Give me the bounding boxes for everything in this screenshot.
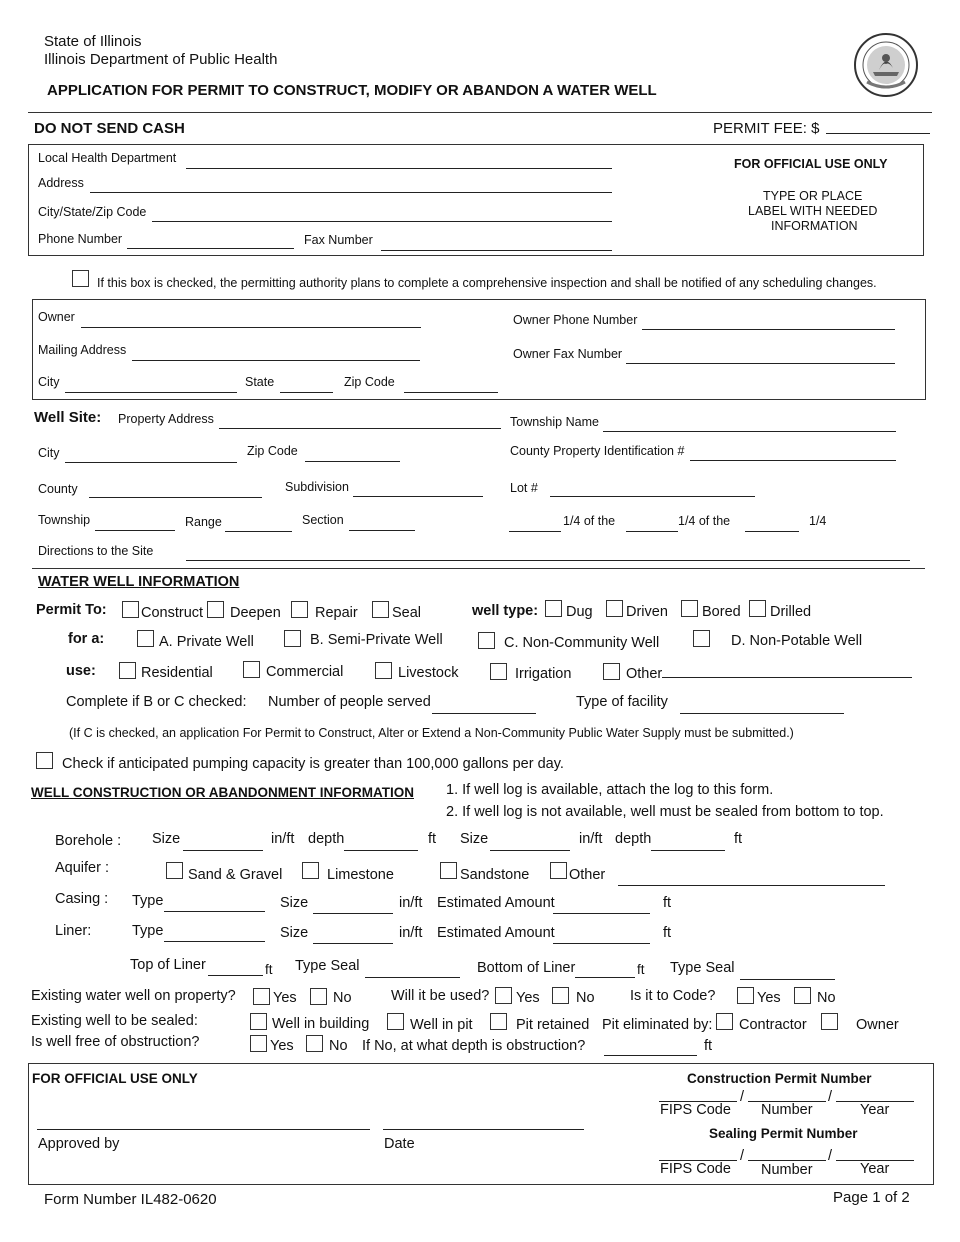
quarter-field-2[interactable] (626, 531, 678, 532)
dug-checkbox[interactable] (545, 600, 562, 617)
liner-type-label: Type (132, 923, 164, 939)
construction-year-label: Year (860, 1102, 890, 1118)
sealing-year-label: Year (860, 1161, 890, 1177)
drilled-checkbox[interactable] (749, 600, 766, 617)
code-no-checkbox[interactable] (794, 987, 811, 1004)
liner-unit: in/ft (399, 925, 423, 941)
subdivision-label: Subdivision (285, 480, 349, 494)
liner-type-field[interactable] (164, 941, 265, 942)
owner-zip-field[interactable] (404, 392, 498, 393)
owner-state-label: State (245, 375, 275, 389)
permit-fee-field[interactable] (826, 133, 930, 134)
lhd-city-label: City/State/Zip Code (38, 205, 147, 219)
owner-section (32, 299, 926, 400)
well-in-pit-label: Well in pit (410, 1017, 473, 1033)
sealing-slash-1: / (740, 1148, 745, 1164)
form-number: Form Number IL482-0620 (44, 1191, 217, 1208)
liner-size-field[interactable] (313, 943, 393, 944)
borehole-depth-label-1: depth (308, 831, 345, 847)
lhd-field[interactable] (186, 168, 612, 169)
borehole-size-field-2[interactable] (490, 850, 570, 851)
existing-no-label: No (333, 990, 352, 1006)
owner-zip-label: Zip Code (344, 375, 395, 389)
use-other-field[interactable] (662, 677, 912, 678)
quarter-label-1: 1/4 of the (563, 514, 616, 528)
existing-on-property-label: Existing water well on property? (31, 988, 236, 1004)
state-seal-logo (853, 32, 919, 98)
lhd-city-field[interactable] (152, 221, 612, 222)
quarter-label-2: 1/4 of the (678, 514, 731, 528)
pumping-capacity-label: Check if anticipated pumping capacity is greater than 100,000 gallons per day. (62, 756, 564, 772)
lot-field[interactable] (550, 496, 755, 497)
irrigation-label: Irrigation (515, 666, 572, 682)
existing-yes-label: Yes (273, 990, 297, 1006)
top-of-liner-label: Top of Liner (130, 957, 206, 973)
pit-eliminated-label: Pit eliminated by: (602, 1017, 713, 1033)
code-no-label: No (817, 990, 836, 1006)
top-type-seal-label: Type Seal (295, 958, 360, 974)
county-label: County (38, 482, 78, 496)
driven-label: Driven (626, 604, 668, 620)
people-served-label: Number of people served (268, 694, 431, 710)
liner-label: Liner: (55, 923, 92, 939)
sealing-slash-2: / (828, 1148, 833, 1164)
drilled-label: Drilled (770, 604, 812, 620)
owner-elim-label: Owner (856, 1017, 899, 1033)
inspection-checkbox[interactable] (72, 270, 89, 287)
deepen-checkbox[interactable] (207, 601, 224, 618)
casing-size-label: Size (280, 895, 309, 911)
owner-fax-field[interactable] (626, 363, 895, 364)
casing-type-label: Type (132, 893, 164, 909)
label-instruction-3: INFORMATION (771, 219, 858, 233)
liner-amount-field[interactable] (553, 943, 650, 944)
existing-no-checkbox[interactable] (310, 988, 327, 1005)
private-well-label: A. Private Well (159, 634, 254, 650)
construct-label: Construct (141, 605, 204, 621)
section-label: Section (302, 513, 344, 527)
residential-label: Residential (141, 665, 213, 681)
lhd-fax-label: Fax Number (304, 233, 373, 247)
construction-permit-heading: Construction Permit Number (687, 1071, 872, 1086)
approved-by-label: Approved by (38, 1136, 120, 1152)
borehole-unit-2: in/ft (579, 831, 603, 847)
lhd-phone-label: Phone Number (38, 232, 123, 246)
site-city-field[interactable] (65, 462, 237, 463)
permit-to-label: Permit To: (36, 602, 107, 618)
state-name: State of Illinois (44, 33, 142, 50)
township-name-field[interactable] (603, 431, 896, 432)
limestone-checkbox[interactable] (302, 862, 319, 879)
commercial-checkbox[interactable] (243, 661, 260, 678)
borehole-depth-field-2[interactable] (651, 850, 725, 851)
well-type-label: well type: (472, 603, 539, 619)
lot-label: Lot # (510, 481, 538, 495)
obstruction-no-checkbox[interactable] (306, 1035, 323, 1052)
owner-phone-field[interactable] (642, 329, 895, 330)
bottom-of-liner-field[interactable] (575, 977, 635, 978)
construction-number-label: Number (761, 1102, 813, 1118)
form-title: APPLICATION FOR PERMIT TO CONSTRUCT, MODIFY OR ABANDON A WATER WELL (47, 82, 657, 99)
quarter-field-3[interactable] (745, 531, 799, 532)
owner-fax-label: Owner Fax Number (513, 347, 623, 361)
pit-retained-checkbox[interactable] (490, 1013, 507, 1030)
pumping-capacity-checkbox[interactable] (36, 752, 53, 769)
used-yes-checkbox[interactable] (495, 987, 512, 1004)
liner-size-label: Size (280, 925, 309, 941)
borehole-size-label-1: Size (152, 831, 181, 847)
borehole-size-field-1[interactable] (183, 850, 263, 851)
owner-field[interactable] (81, 327, 421, 328)
non-community-note: (If C is checked, an application For Permit to Construct, Alter or Extend a Non-Community Public Water Supply must be submitted.) (69, 726, 794, 740)
people-served-field[interactable] (432, 713, 536, 714)
liner-ft: ft (663, 925, 672, 941)
construction-slash-2: / (828, 1089, 833, 1105)
sand-gravel-label: Sand & Gravel (188, 867, 283, 883)
property-address-label: Property Address (118, 412, 214, 426)
label-instruction-2: LABEL WITH NEEDED (748, 204, 878, 218)
used-no-label: No (576, 990, 595, 1006)
residential-checkbox[interactable] (119, 662, 136, 679)
existing-yes-checkbox[interactable] (253, 988, 270, 1005)
site-zip-field[interactable] (305, 461, 400, 462)
lhd-phone-field[interactable] (127, 248, 294, 249)
top-of-liner-field[interactable] (208, 975, 263, 976)
semi-private-well-label: B. Semi-Private Well (310, 632, 443, 648)
township-field[interactable] (95, 530, 175, 531)
will-be-used-label: Will it be used? (391, 988, 490, 1004)
official-use-label: FOR OFFICIAL USE ONLY (734, 157, 888, 171)
mailing-address-field[interactable] (132, 360, 420, 361)
bored-checkbox[interactable] (681, 600, 698, 617)
sand-gravel-checkbox[interactable] (166, 862, 183, 879)
seal-label: Seal (392, 605, 422, 621)
section-field[interactable] (349, 530, 415, 531)
sealing-number-field[interactable] (748, 1160, 826, 1161)
for-a-label: for a: (68, 631, 105, 647)
top-of-liner-ft: ft (265, 962, 273, 977)
code-yes-label: Yes (757, 990, 781, 1006)
complete-if-label: Complete if B or C checked: (66, 694, 247, 710)
inspection-note: If this box is checked, the permitting authority plans to complete a comprehensive inspection and shall be notified of any scheduling changes. (97, 276, 877, 290)
obstruction-yes-label: Yes (270, 1038, 294, 1054)
existing-sealed-label: Existing well to be sealed: (31, 1013, 198, 1029)
contractor-label: Contractor (739, 1017, 807, 1033)
repair-checkbox[interactable] (291, 601, 308, 618)
bottom-of-liner-label: Bottom of Liner (477, 960, 576, 976)
owner-state-field[interactable] (280, 392, 333, 393)
well-in-building-label: Well in building (272, 1016, 370, 1032)
permit-fee-label: PERMIT FEE: $ (713, 120, 820, 137)
quarter-label-3: 1/4 (809, 514, 827, 528)
bottom-of-liner-ft: ft (637, 962, 645, 977)
mailing-address-label: Mailing Address (38, 343, 127, 357)
page-number: Page 1 of 2 (833, 1189, 910, 1206)
well-in-building-checkbox[interactable] (250, 1013, 267, 1030)
obstruction-no-label: No (329, 1038, 348, 1054)
non-potable-well-label: D. Non-Potable Well (731, 633, 863, 649)
no-cash-notice: DO NOT SEND CASH (34, 120, 185, 137)
lhd-fax-field[interactable] (381, 250, 612, 251)
lhd-address-field[interactable] (90, 192, 612, 193)
construction-fips-label: FIPS Code (660, 1102, 731, 1118)
contractor-checkbox[interactable] (716, 1013, 733, 1030)
sealing-fips-label: FIPS Code (660, 1161, 731, 1177)
irrigation-checkbox[interactable] (490, 663, 507, 680)
range-label: Range (185, 515, 222, 529)
commercial-label: Commercial (266, 664, 344, 680)
code-yes-checkbox[interactable] (737, 987, 754, 1004)
borehole-label: Borehole : (55, 833, 122, 849)
livestock-checkbox[interactable] (375, 662, 392, 679)
bottom-type-seal-label: Type Seal (670, 960, 735, 976)
range-field[interactable] (225, 531, 292, 532)
bottom-type-seal-field[interactable] (740, 979, 835, 980)
repair-label: Repair (315, 605, 358, 621)
sandstone-label: Sandstone (460, 867, 530, 883)
county-field[interactable] (89, 497, 262, 498)
use-other-checkbox[interactable] (603, 663, 620, 680)
township-name-label: Township Name (510, 415, 599, 429)
used-yes-label: Yes (516, 990, 540, 1006)
directions-label: Directions to the Site (38, 544, 154, 558)
casing-label: Casing : (55, 891, 109, 907)
sealing-number-label: Number (761, 1162, 813, 1178)
pit-retained-label: Pit retained (516, 1017, 590, 1033)
official-use-heading: FOR OFFICIAL USE ONLY (32, 1071, 198, 1086)
site-zip-label: Zip Code (247, 444, 298, 458)
aquifer-other-label: Other (569, 867, 606, 883)
seal-checkbox[interactable] (372, 601, 389, 618)
used-no-checkbox[interactable] (552, 987, 569, 1004)
borehole-ft-2: ft (734, 831, 743, 847)
owner-checkbox[interactable] (821, 1013, 838, 1030)
approved-by-field[interactable] (37, 1129, 370, 1130)
aquifer-other-checkbox[interactable] (550, 862, 567, 879)
construct-checkbox[interactable] (122, 601, 139, 618)
private-well-checkbox[interactable] (137, 630, 154, 647)
non-potable-well-checkbox[interactable] (693, 630, 710, 647)
casing-amount-field[interactable] (553, 913, 650, 914)
borehole-depth-label-2: depth (615, 831, 652, 847)
borehole-unit-1: in/ft (271, 831, 295, 847)
dug-label: Dug (566, 604, 593, 620)
driven-checkbox[interactable] (606, 600, 623, 617)
township-label: Township (38, 513, 91, 527)
lhd-address-label: Address (38, 176, 84, 190)
date-field[interactable] (383, 1129, 584, 1130)
date-label: Date (384, 1136, 415, 1152)
top-type-seal-field[interactable] (365, 977, 460, 978)
borehole-ft-1: ft (428, 831, 437, 847)
aquifer-other-field[interactable] (618, 885, 885, 886)
free-of-obstruction-label: Is well free of obstruction? (31, 1034, 200, 1050)
owner-city-field[interactable] (65, 392, 237, 393)
semi-private-well-checkbox[interactable] (284, 630, 301, 647)
well-in-pit-checkbox[interactable] (387, 1013, 404, 1030)
borehole-size-label-2: Size (460, 831, 489, 847)
obstruction-depth-label: If No, at what depth is obstruction? (362, 1038, 586, 1054)
facility-type-field[interactable] (680, 713, 844, 714)
owner-city-label: City (38, 375, 60, 389)
use-other-label: Other (626, 666, 663, 682)
non-community-well-label: C. Non-Community Well (504, 635, 660, 651)
casing-ft: ft (663, 895, 672, 911)
non-community-well-checkbox[interactable] (478, 632, 495, 649)
facility-type-label: Type of facility (576, 694, 668, 710)
owner-phone-label: Owner Phone Number (513, 313, 638, 327)
livestock-label: Livestock (398, 665, 459, 681)
construction-slash-1: / (740, 1089, 745, 1105)
casing-type-field[interactable] (164, 911, 265, 912)
construction-heading: WELL CONSTRUCTION OR ABANDONMENT INFORMATION (31, 785, 414, 800)
site-city-label: City (38, 446, 60, 460)
limestone-label: Limestone (327, 867, 394, 883)
subdivision-field[interactable] (353, 496, 483, 497)
casing-amount-label: Estimated Amount (437, 895, 555, 911)
label-instruction-1: TYPE OR PLACE (763, 189, 863, 203)
well-log-note-2: 2. If well log is not available, well must be sealed from bottom to top. (446, 804, 884, 820)
is-to-code-label: Is it to Code? (630, 988, 716, 1004)
deepen-label: Deepen (230, 605, 281, 621)
lhd-label: Local Health Department (38, 151, 177, 165)
obstruction-depth-ft: ft (704, 1038, 713, 1054)
sealing-permit-heading: Sealing Permit Number (709, 1126, 858, 1141)
water-well-heading: WATER WELL INFORMATION (38, 574, 240, 590)
casing-size-field[interactable] (313, 913, 393, 914)
owner-label: Owner (38, 310, 75, 324)
property-address-field[interactable] (219, 428, 501, 429)
directions-field[interactable] (186, 560, 910, 561)
quarter-field-1[interactable] (509, 531, 561, 532)
obstruction-depth-field[interactable] (604, 1055, 697, 1056)
well-site-heading: Well Site: (34, 409, 102, 426)
well-log-note-1: 1. If well log is available, attach the log to this form. (446, 782, 774, 798)
bored-label: Bored (702, 604, 741, 620)
casing-unit: in/ft (399, 895, 423, 911)
obstruction-yes-checkbox[interactable] (250, 1035, 267, 1052)
borehole-depth-field-1[interactable] (344, 850, 418, 851)
sandstone-checkbox[interactable] (440, 862, 457, 879)
department-name: Illinois Department of Public Health (44, 51, 278, 68)
county-pin-field[interactable] (690, 460, 896, 461)
liner-amount-label: Estimated Amount (437, 925, 555, 941)
aquifer-label: Aquifer : (55, 860, 109, 876)
use-label: use: (66, 663, 96, 679)
county-pin-label: County Property Identification # (510, 444, 685, 458)
